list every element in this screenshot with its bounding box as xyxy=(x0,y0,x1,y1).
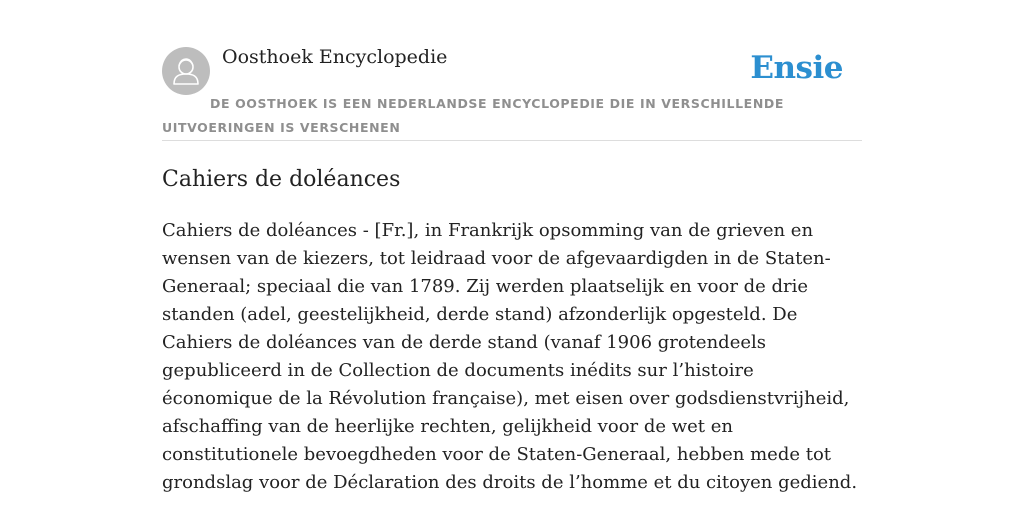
user-icon xyxy=(162,47,210,95)
article-container xyxy=(162,44,862,497)
brand-logo[interactable]: Ensie xyxy=(750,50,843,86)
avatar[interactable] xyxy=(162,47,210,95)
article-body: Cahiers de doléances - [Fr.], in Frankrijk opsomming van de grieven en wensen van de kiezers, tot leidraad voor de afgevaardigden in de Staten-Generaal; speciaal die van 1789. Zij werden plaatselijk en voor de drie standen (adel, geestelijkheid, derde stand) afzonderlijk opgesteld. De Cahiers de doléances van de derde stand (vanaf 1906 grotendeels gepubliceerd in de Collection de documents inédits sur l’histoire économique de la Révolution française), met eisen over godsdienstvrijheid, afschaffing van de heerlijke rechten, gelijkheid voor de wet en constitutionele bevoegdheden voor de Staten-Generaal, hebben mede tot grondslag voor de Déclaration des droits de l’homme et du citoyen gediend. xyxy=(162,220,858,493)
source-name[interactable]: Oosthoek Encyclopedie xyxy=(222,46,448,68)
source-header xyxy=(162,44,862,141)
source-description: DE OOSTHOEK IS EEN NEDERLANDSE ENCYCLOPEDIE DIE IN VERSCHILLENDE UITVOERINGEN IS VERSCHENEN xyxy=(162,96,784,135)
page-title: Cahiers de doléances xyxy=(162,167,401,192)
